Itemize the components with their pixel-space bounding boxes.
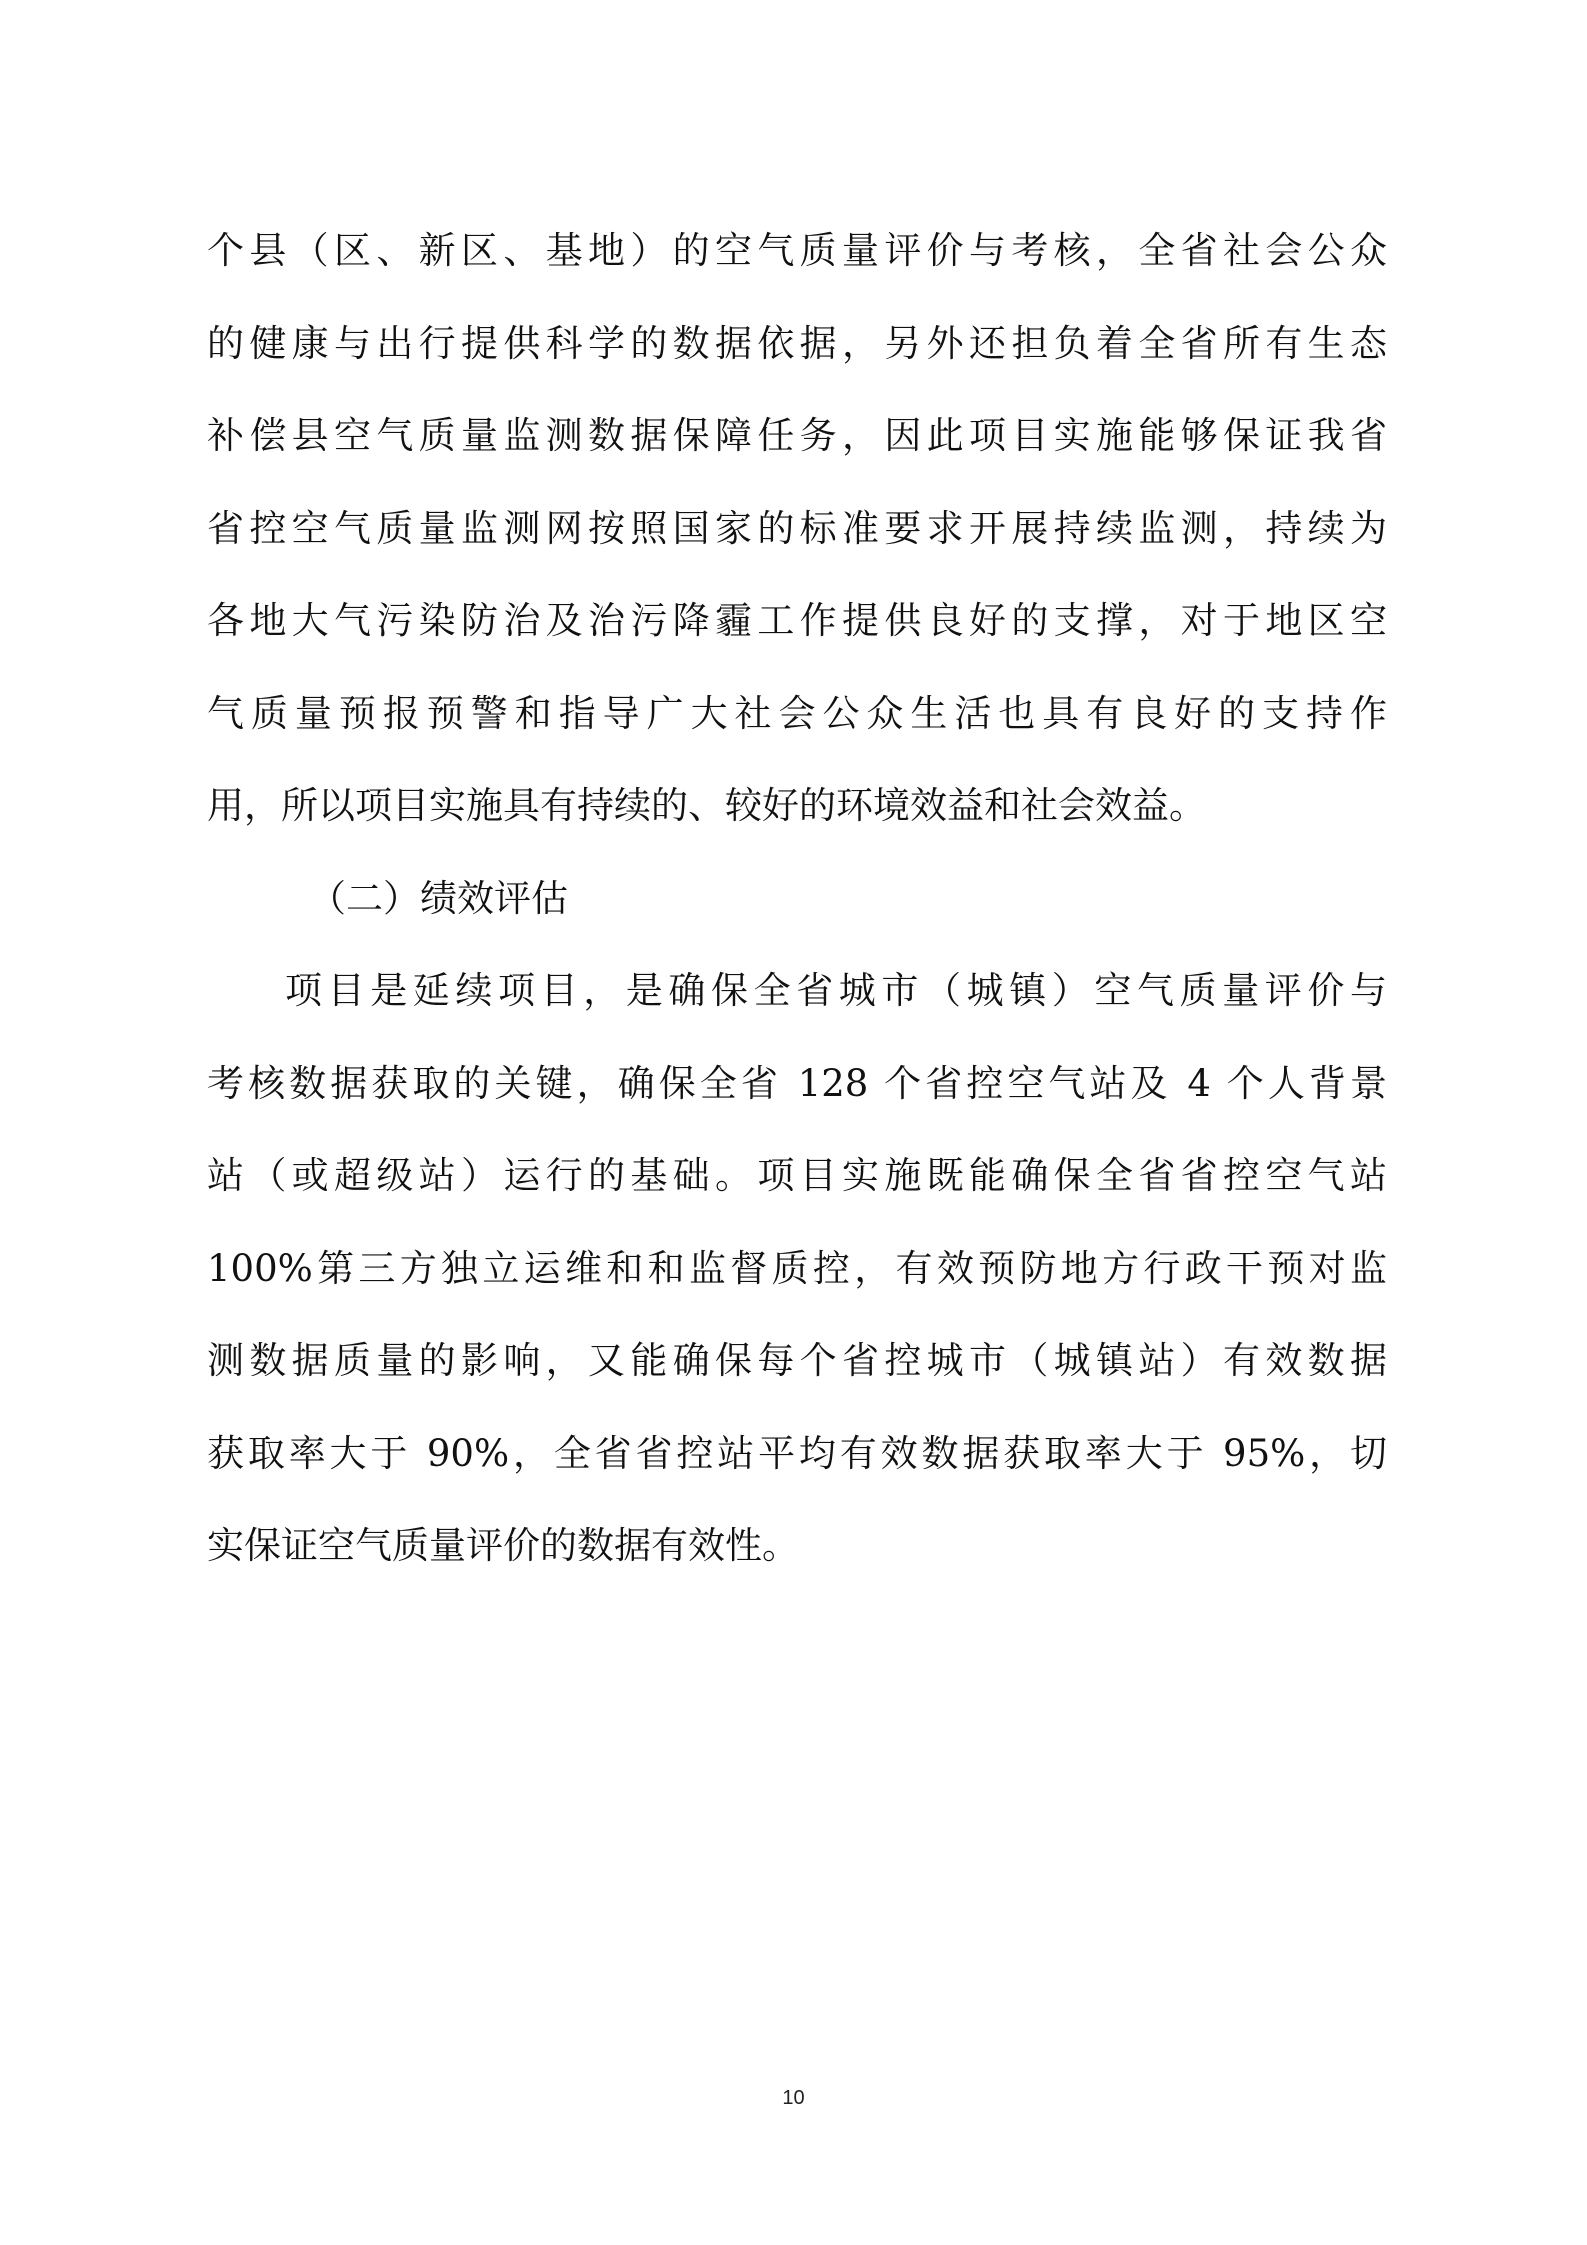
section-heading: （二）绩效评估: [309, 876, 568, 920]
paragraph-1-line-2: 的健康与出行提供科学的数据依据，另外还担负着全省所有生态: [207, 321, 1387, 365]
paragraph-2-line-5: 测数据质量的影响，又能确保每个省控城市（城镇站）有效数据: [207, 1339, 1387, 1382]
paragraph-1-line-5: 各地大气污染防治及治污降霾工作提供良好的支撑，对于地区空: [207, 599, 1387, 642]
document-body: [207, 205, 1387, 1593]
paragraph-1-line-7: 用，所以项目实施具有持续的、较好的环境效益和社会效益。: [207, 784, 1206, 827]
paragraph-2-line-6: 获取率大于 90%，全省省控站平均有效数据获取率大于 95%，切: [207, 1431, 1387, 1475]
paragraph-1-line-6: 气质量预报预警和指导广大社会公众生活也具有良好的支持作: [207, 691, 1387, 735]
paragraph-2-line-2: 考核数据获取的关键，确保全省 128 个省控空气站及 4 个人背景: [207, 1061, 1387, 1105]
paragraph-2-line-1: 项目是延续项目，是确保全省城市（城镇）空气质量评价与: [285, 969, 1387, 1012]
paragraph-1-line-3: 补偿县空气质量监测数据保障任务，因此项目实施能够保证我省: [207, 414, 1387, 457]
paragraph-2-line-7: 实保证空气质量评价的数据有效性。: [207, 1524, 799, 1567]
paragraph-1-line-1: 个县（区、新区、基地）的空气质量评价与考核，全省社会公众: [207, 229, 1387, 272]
paragraph-1-line-4: 省控空气质量监测网按照国家的标准要求开展持续监测，持续为: [207, 506, 1387, 550]
page-number: 10: [782, 2087, 805, 2109]
paragraph-2-line-4: 100%第三方独立运维和和监督质控，有效预防地方行政干预对监: [207, 1246, 1387, 1290]
paragraph-2-line-3: 站（或超级站）运行的基础。项目实施既能确保全省省控空气站: [207, 1154, 1387, 1197]
